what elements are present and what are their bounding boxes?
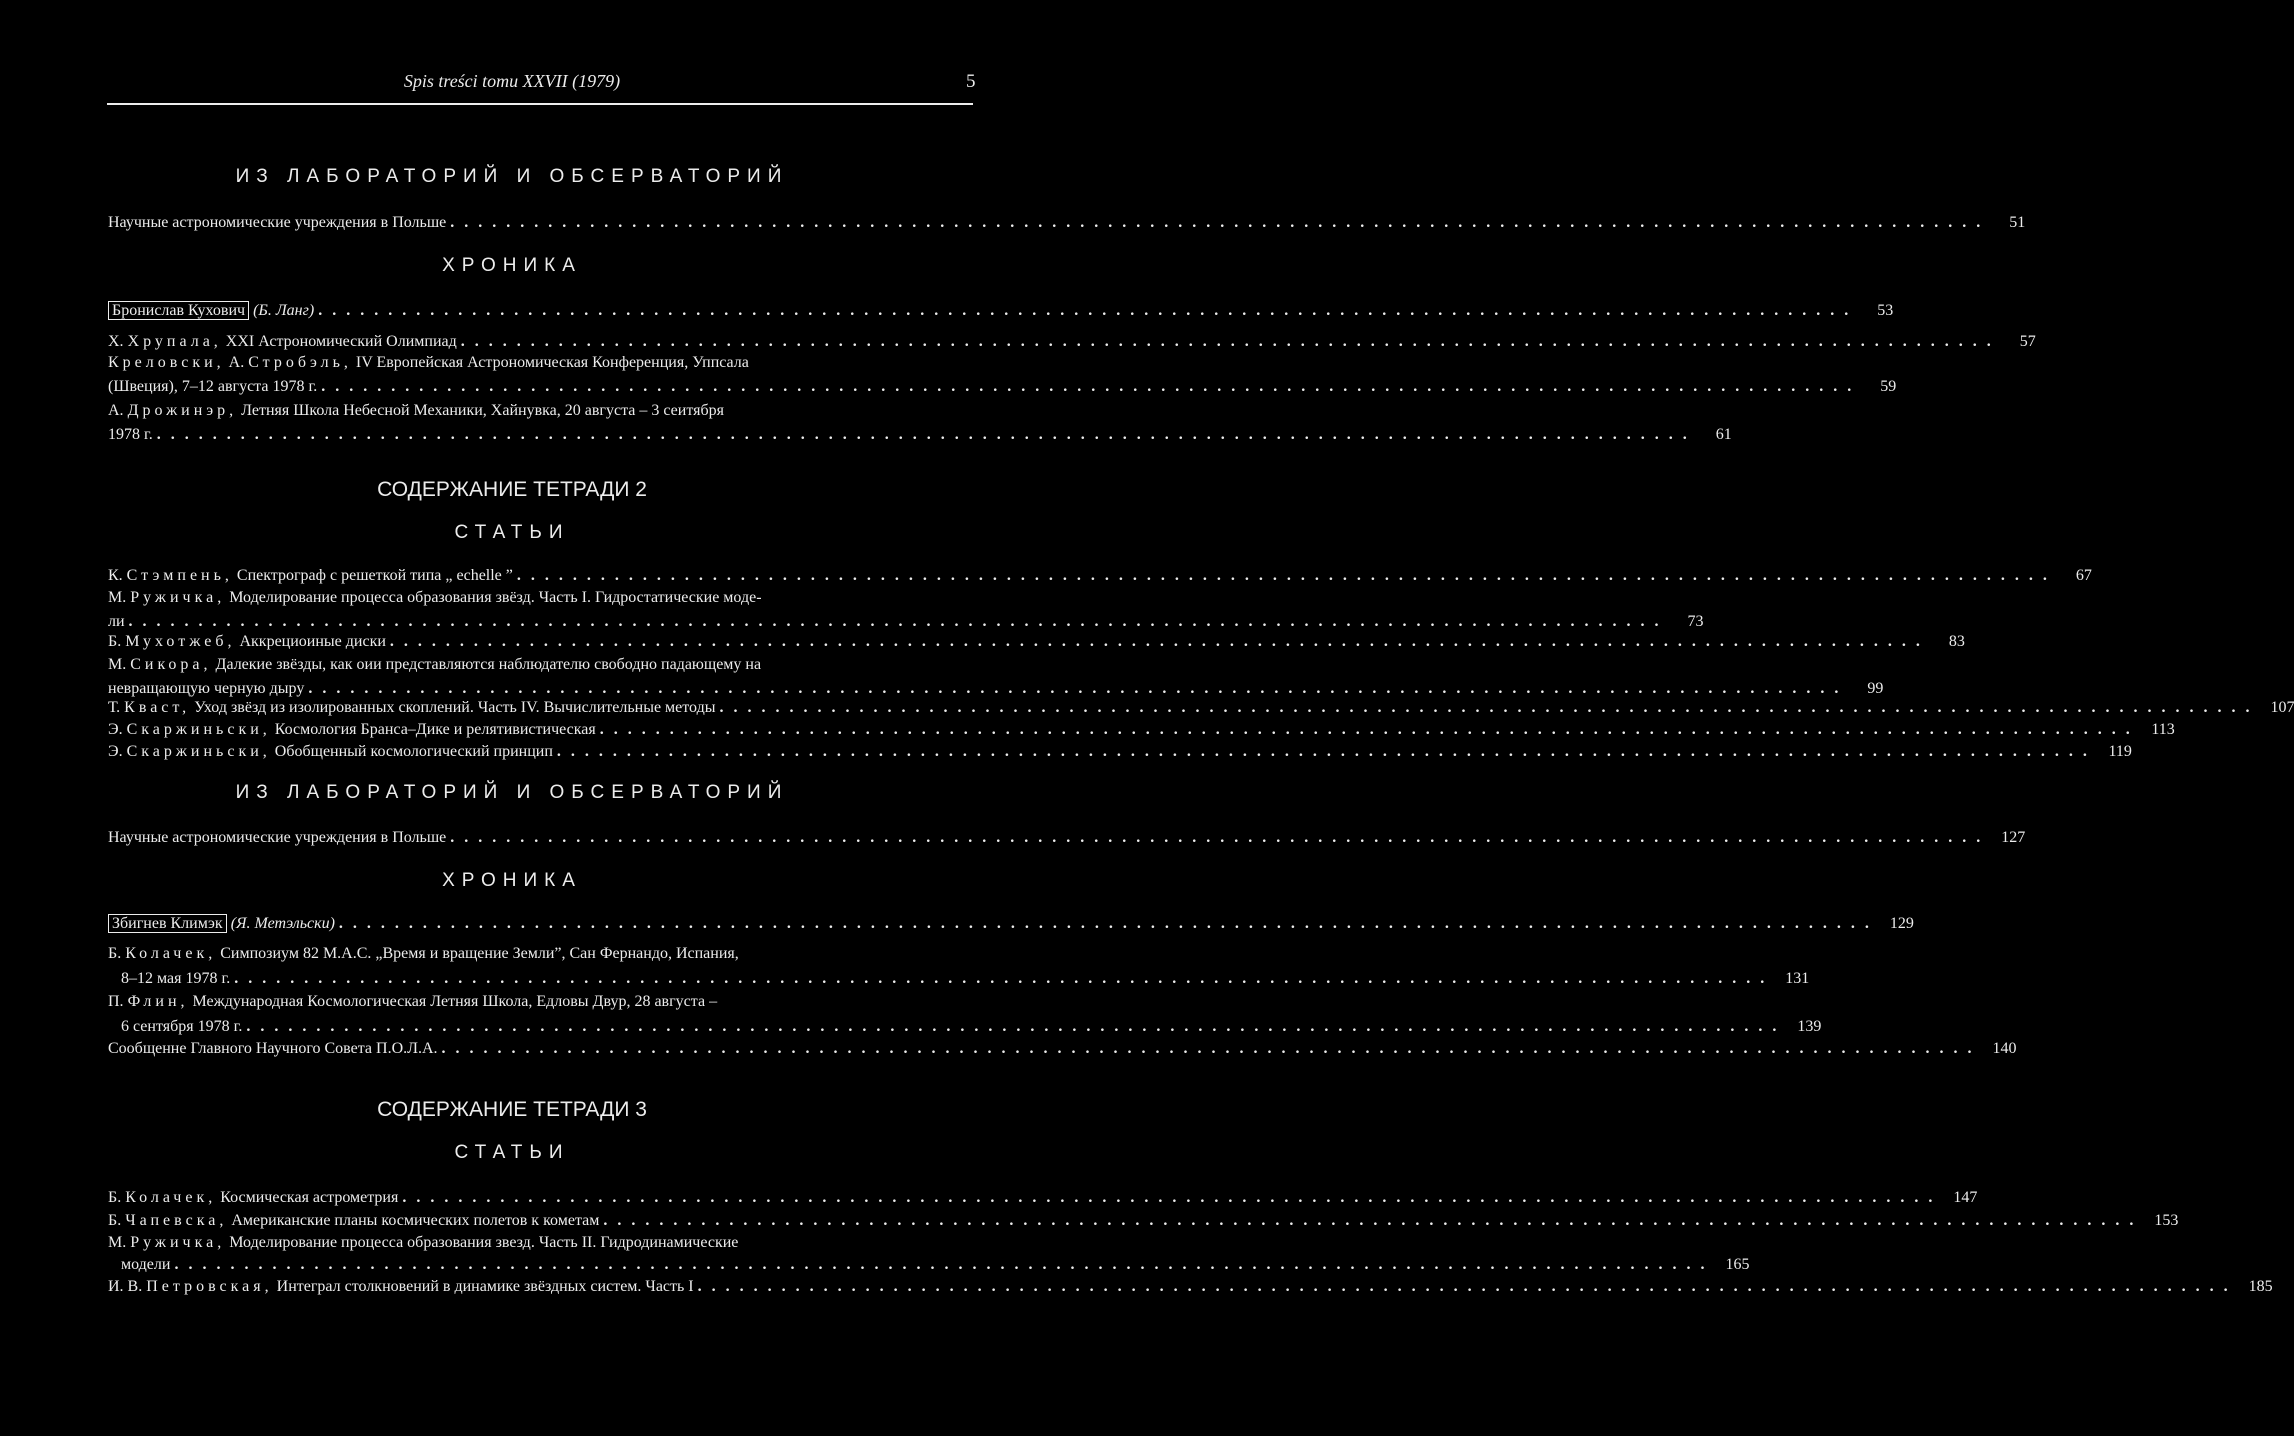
toc-entry: М. Ружичка, Моделирование процесса образования звёзд. Часть I. Гидростатические моде- ли . . . . . . . . . . . . . . . . . . . . . . . . . . . . . . . . . . . . . . . . . . . . . . . . . . . . . . . . . . . . . . . . . . . . . . . . . . . . . . . . . . . . . . . . . . . . . . . . . . . . . . . . . . . . . . 73 bbox=[108, 589, 1704, 630]
section-heading-labs-1: ИЗ ЛАБОРАТОРИЙ И ОБСЕРВАТОРИЙ bbox=[235, 166, 789, 187]
section-heading-chronicle-1: ХРОНИКА bbox=[442, 255, 582, 276]
page-ref: 99 bbox=[1867, 680, 1884, 697]
toc-entry: Х. Хрупала, XXI Астрономический Олимпиад . . . . . . . . . . . . . . . . . . . . . . . . . . . . . . . . . . . . . . . . . . . . . . . . . . . . . . . . . . . . . . . . . . . . . . . . . . . . . . . . . . . . . . . . . . . . . . . . . . . . . . . . . . . . . . 57 bbox=[108, 333, 2036, 350]
toc-entry: М. Ружичка, Моделирование процесса образования звезд. Часть II. Гидродинамические модели . . . . . . . . . . . . . . . . . . . . . . . . . . . . . . . . . . . . . . . . . . . . . . . . . . . . . . . . . . . . . . . . . . . . . . . . . . . . . . . . . . . . . . . . . . . . . . . . . . . . . . . . . . . . . . 165 bbox=[108, 1234, 1750, 1273]
toc-entry: Б. Колачек, Симпозиум 82 М.А.С. „Время и вращение Земли”, Сан Фернандо, Испания, 8–12 мая 1978 г. . . . . . . . . . . . . . . . . . . . . . . . . . . . . . . . . . . . . . . . . . . . . . . . . . . . . . . . . . . . . . . . . . . . . . . . . . . . . . . . . . . . . . . . . . . . . . . . . . . . . . . . . . . . . . . 131 bbox=[108, 945, 1810, 987]
page-ref: 51 bbox=[2009, 214, 2026, 231]
articles-heading-2: СТАТЬИ bbox=[454, 522, 570, 543]
author-name: Дрожинэр, bbox=[127, 402, 238, 419]
obituary-name-box: Бронислав Кухович bbox=[108, 301, 249, 320]
author-name: Скаржиньски, bbox=[126, 721, 271, 738]
page-ref: 67 bbox=[2075, 567, 2092, 584]
author-name: Чапевска, bbox=[125, 1212, 228, 1229]
author-name: Стробэль, bbox=[248, 354, 352, 371]
toc-entry: К. Стэмпень, Спектрограф с решеткой типа „ echelle ” . . . . . . . . . . . . . . . . . . . . . . . . . . . . . . . . . . . . . . . . . . . . . . . . . . . . . . . . . . . . . . . . . . . . . . . . . . . . . . . . . . . . . . . . . . . . . . . . . . . . . . . . . . . . . . 67 bbox=[108, 567, 2092, 584]
dot-leader: . . . . . . . . . . . . . . . . . . . . . . . . . . . . . . . . . . . . . . . . . . . . . . . . . . . . . . . . . . . . . . . . . . . . . . . . . . . . . . . . . . . . . . . . . . . . . . . . . . . . . . . . . . . . . . bbox=[599, 721, 2133, 738]
page-ref: 165 bbox=[1725, 1256, 1750, 1273]
toc-entry: Э. Скаржиньски, Обобщенный космологический принцип . . . . . . . . . . . . . . . . . . . . . . . . . . . . . . . . . . . . . . . . . . . . . . . . . . . . . . . . . . . . . . . . . . . . . . . . . . . . . . . . . . . . . . . . . . . . . . . . . . . . . . . . . . . . . . 119 bbox=[108, 743, 2132, 760]
toc-entry: И. В. Петровская, Интеграл столкновений в динамике звёздных систем. Часть I . . . . . . . . . . . . . . . . . . . . . . . . . . . . . . . . . . . . . . . . . . . . . . . . . . . . . . . . . . . . . . . . . . . . . . . . . . . . . . . . . . . . . . . . . . . . . . . . . . . . . . . . . . . . . . 185 bbox=[108, 1278, 2273, 1295]
author-name: Колачек, bbox=[125, 945, 217, 962]
page-number: 5 bbox=[966, 71, 976, 92]
page-ref: 59 bbox=[1880, 378, 1897, 395]
dot-leader: . . . . . . . . . . . . . . . . . . . . . . . . . . . . . . . . . . . . . . . . . . . . . . . . . . . . . . . . . . . . . . . . . . . . . . . . . . . . . . . . . . . . . . . . . . . . . . . . . . . . . . . . . . . . . . bbox=[156, 426, 1690, 443]
author-name: Скаржиньски, bbox=[126, 743, 271, 760]
dot-leader: . . . . . . . . . . . . . . . . . . . . . . . . . . . . . . . . . . . . . . . . . . . . . . . . . . . . . . . . . . . . . . . . . . . . . . . . . . . . . . . . . . . . . . . . . . . . . . . . . . . . . . . . . . . . . . bbox=[450, 829, 1984, 846]
page-ref: 131 bbox=[1785, 970, 1810, 987]
issue-heading-2: СОДЕРЖАНИЕ ТЕТРАДИ 2 bbox=[377, 478, 647, 501]
dot-leader: . . . . . . . . . . . . . . . . . . . . . . . . . . . . . . . . . . . . . . . . . . . . . . . . . . . . . . . . . . . . . . . . . . . . . . . . . . . . . . . . . . . . . . . . . . . . . . . . . . . . . . . . . . . . . . bbox=[719, 699, 2253, 716]
dot-leader: . . . . . . . . . . . . . . . . . . . . . . . . . . . . . . . . . . . . . . . . . . . . . . . . . . . . . . . . . . . . . . . . . . . . . . . . . . . . . . . . . . . . . . . . . . . . . . . . . . . . . . . . . . . . . . bbox=[318, 302, 1852, 319]
dot-leader: . . . . . . . . . . . . . . . . . . . . . . . . . . . . . . . . . . . . . . . . . . . . . . . . . . . . . . . . . . . . . . . . . . . . . . . . . . . . . . . . . . . . . . . . . . . . . . . . . . . . . . . . . . . . . . bbox=[338, 915, 1872, 932]
toc-entry: Б. Мухотжеб, Аккрециоиные диски . . . . . . . . . . . . . . . . . . . . . . . . . . . . . . . . . . . . . . . . . . . . . . . . . . . . . . . . . . . . . . . . . . . . . . . . . . . . . . . . . . . . . . . . . . . . . . . . . . . . . . . . . . . . . . 83 bbox=[108, 633, 1965, 650]
author-name: Сикора, bbox=[130, 656, 212, 673]
dot-leader: . . . . . . . . . . . . . . . . . . . . . . . . . . . . . . . . . . . . . . . . . . . . . . . . . . . . . . . . . . . . . . . . . . . . . . . . . . . . . . . . . . . . . . . . . . . . . . . . . . . . . . . . . . . . . . bbox=[603, 1212, 2137, 1229]
author-name: Мухотжеб, bbox=[125, 633, 236, 650]
author-name: Флин, bbox=[127, 993, 189, 1010]
dot-leader: . . . . . . . . . . . . . . . . . . . . . . . . . . . . . . . . . . . . . . . . . . . . . . . . . . . . . . . . . . . . . . . . . . . . . . . . . . . . . . . . . . . . . . . . . . . . . . . . . . . . . . . . . . . . . . bbox=[389, 633, 1923, 650]
toc-entry: П. Флин, Международная Космологическая Летняя Школа, Едловы Двур, 28 августа – 6 сентября 1978 г. . . . . . . . . . . . . . . . . . . . . . . . . . . . . . . . . . . . . . . . . . . . . . . . . . . . . . . . . . . . . . . . . . . . . . . . . . . . . . . . . . . . . . . . . . . . . . . . . . . . . . . . . . . . . . . 139 bbox=[108, 993, 1822, 1035]
author-name: Петровская, bbox=[146, 1278, 273, 1295]
articles-heading-3: СТАТЬИ bbox=[454, 1142, 570, 1163]
dot-leader: . . . . . . . . . . . . . . . . . . . . . . . . . . . . . . . . . . . . . . . . . . . . . . . . . . . . . . . . . . . . . . . . . . . . . . . . . . . . . . . . . . . . . . . . . . . . . . . . . . . . . . . . . . . . . . bbox=[516, 567, 2050, 584]
toc-entry: Т. Кваст, Уход звёзд из изолированных скоплений. Часть IV. Вычислительные методы . . . . . . . . . . . . . . . . . . . . . . . . . . . . . . . . . . . . . . . . . . . . . . . . . . . . . . . . . . . . . . . . . . . . . . . . . . . . . . . . . . . . . . . . . . . . . . . . . . . . . . . . . . . . . . 107 bbox=[108, 699, 2294, 716]
page-ref: 147 bbox=[1953, 1189, 1978, 1206]
page-ref: 83 bbox=[1948, 633, 1965, 650]
author-name: Креловски, bbox=[108, 354, 225, 371]
author-name: Хрупала, bbox=[127, 333, 222, 350]
dot-leader: . . . . . . . . . . . . . . . . . . . . . . . . . . . . . . . . . . . . . . . . . . . . . . . . . . . . . . . . . . . . . . . . . . . . . . . . . . . . . . . . . . . . . . . . . . . . . . . . . . . . . . . . . . . . . . bbox=[460, 333, 1994, 350]
toc-entry: Б. Колачек, Космическая астрометрия . . . . . . . . . . . . . . . . . . . . . . . . . . . . . . . . . . . . . . . . . . . . . . . . . . . . . . . . . . . . . . . . . . . . . . . . . . . . . . . . . . . . . . . . . . . . . . . . . . . . . . . . . . . . . . 147 bbox=[108, 1189, 1978, 1206]
section-heading-chronicle-2: ХРОНИКА bbox=[442, 870, 582, 891]
page-ref: 61 bbox=[1715, 426, 1732, 443]
page-ref: 153 bbox=[2154, 1212, 2179, 1229]
toc-entry: Э. Скаржиньски, Космология Бранса–Дике и релятивистическая . . . . . . . . . . . . . . . . . . . . . . . . . . . . . . . . . . . . . . . . . . . . . . . . . . . . . . . . . . . . . . . . . . . . . . . . . . . . . . . . . . . . . . . . . . . . . . . . . . . . . . . . . . . . . . 113 bbox=[108, 721, 2175, 738]
dot-leader: . . . . . . . . . . . . . . . . . . . . . . . . . . . . . . . . . . . . . . . . . . . . . . . . . . . . . . . . . . . . . . . . . . . . . . . . . . . . . . . . . . . . . . . . . . . . . . . . . . . . . . . . . . . . . . bbox=[441, 1040, 1975, 1057]
page-ref: 107 bbox=[2270, 699, 2294, 716]
running-title: Spis treści tomu XXVII (1979) bbox=[403, 71, 621, 91]
page-ref: 119 bbox=[2108, 743, 2132, 760]
author-name: Ружичка, bbox=[130, 1234, 226, 1251]
toc-entry: Збигнев Климэк (Я. Метэльски) . . . . . . . . . . . . . . . . . . . . . . . . . . . . . . . . . . . . . . . . . . . . . . . . . . . . . . . . . . . . . . . . . . . . . . . . . . . . . . . . . . . . . . . . . . . . . . . . . . . . . . . . . . . . . . 129 bbox=[108, 913, 948, 934]
toc-entry: А. Дрожинэр, Летняя Школа Небесной Механики, Хайнувка, 20 августа – 3 сеитября 1978 г. . . . . . . . . . . . . . . . . . . . . . . . . . . . . . . . . . . . . . . . . . . . . . . . . . . . . . . . . . . . . . . . . . . . . . . . . . . . . . . . . . . . . . . . . . . . . . . . . . . . . . . . . . . . . . . 61 bbox=[108, 402, 1732, 443]
toc-entry: Научные астрономические учреждения в Польше . . . . . . . . . . . . . . . . . . . . . . . . . . . . . . . . . . . . . . . . . . . . . . . . . . . . . . . . . . . . . . . . . . . . . . . . . . . . . . . . . . . . . . . . . . . . . . . . . . . . . . . . . . . . . . 51 bbox=[108, 214, 2026, 231]
page-ref: 185 bbox=[2248, 1278, 2273, 1295]
toc-entry: М. Сикора, Далекие звёзды, как оии представляются наблюдателю свободно падающему на невращающую черную дыру . . . . . . . . . . . . . . . . . . . . . . . . . . . . . . . . . . . . . . . . . . . . . . . . . . . . . . . . . . . . . . . . . . . . . . . . . . . . . . . . . . . . . . . . . . . . . . . . . . . . . . . . . . . . . . 99 bbox=[108, 656, 1884, 697]
page-ref: 73 bbox=[1687, 613, 1704, 630]
section-heading-labs-2: ИЗ ЛАБОРАТОРИЙ И ОБСЕРВАТОРИЙ bbox=[235, 782, 789, 803]
toc-entry: Креловски, А. Стробэль, IV Европейская Астрономическая Конференция, Уппсала (Швеция), 7–12 августа 1978 г. . . . . . . . . . . . . . . . . . . . . . . . . . . . . . . . . . . . . . . . . . . . . . . . . . . . . . . . . . . . . . . . . . . . . . . . . . . . . . . . . . . . . . . . . . . . . . . . . . . . . . . . . . . . . . . 59 bbox=[108, 354, 1897, 395]
dot-leader: . . . . . . . . . . . . . . . . . . . . . . . . . . . . . . . . . . . . . . . . . . . . . . . . . . . . . . . . . . . . . . . . . . . . . . . . . . . . . . . . . . . . . . . . . . . . . . . . . . . . . . . . . . . . . . bbox=[697, 1278, 2231, 1295]
toc-entry: Б. Чапевска, Американские планы космических полетов к кометам . . . . . . . . . . . . . . . . . . . . . . . . . . . . . . . . . . . . . . . . . . . . . . . . . . . . . . . . . . . . . . . . . . . . . . . . . . . . . . . . . . . . . . . . . . . . . . . . . . . . . . . . . . . . . . 153 bbox=[108, 1212, 2179, 1229]
issue-heading-3: СОДЕРЖАНИЕ ТЕТРАДИ 3 bbox=[377, 1098, 647, 1121]
dot-leader: . . . . . . . . . . . . . . . . . . . . . . . . . . . . . . . . . . . . . . . . . . . . . . . . . . . . . . . . . . . . . . . . . . . . . . . . . . . . . . . . . . . . . . . . . . . . . . . . . . . . . . . . . . . . . . bbox=[174, 1256, 1708, 1273]
page-ref: 113 bbox=[2151, 721, 2175, 738]
dot-leader: . . . . . . . . . . . . . . . . . . . . . . . . . . . . . . . . . . . . . . . . . . . . . . . . . . . . . . . . . . . . . . . . . . . . . . . . . . . . . . . . . . . . . . . . . . . . . . . . . . . . . . . . . . . . . . bbox=[308, 680, 1842, 697]
dot-leader: . . . . . . . . . . . . . . . . . . . . . . . . . . . . . . . . . . . . . . . . . . . . . . . . . . . . . . . . . . . . . . . . . . . . . . . . . . . . . . . . . . . . . . . . . . . . . . . . . . . . . . . . . . . . . . bbox=[402, 1189, 1936, 1206]
page-ref: 139 bbox=[1797, 1018, 1822, 1035]
dot-leader: . . . . . . . . . . . . . . . . . . . . . . . . . . . . . . . . . . . . . . . . . . . . . . . . . . . . . . . . . . . . . . . . . . . . . . . . . . . . . . . . . . . . . . . . . . . . . . . . . . . . . . . . . . . . . . bbox=[246, 1018, 1780, 1035]
author-name: Стэмпень, bbox=[126, 567, 233, 584]
author-name: Кваст, bbox=[124, 699, 191, 716]
toc-entry: Сообщенне Главного Научного Совета П.О.Л.А. . . . . . . . . . . . . . . . . . . . . . . . . . . . . . . . . . . . . . . . . . . . . . . . . . . . . . . . . . . . . . . . . . . . . . . . . . . . . . . . . . . . . . . . . . . . . . . . . . . . . . . . . . . . . . . 140 bbox=[108, 1040, 2017, 1057]
toc-entry: Бронислав Кухович (Б. Ланг) . . . . . . . . . . . . . . . . . . . . . . . . . . . . . . . . . . . . . . . . . . . . . . . . . . . . . . . . . . . . . . . . . . . . . . . . . . . . . . . . . . . . . . . . . . . . . . . . . . . . . . . . . . . . . . 53 bbox=[108, 300, 948, 321]
dot-leader: . . . . . . . . . . . . . . . . . . . . . . . . . . . . . . . . . . . . . . . . . . . . . . . . . . . . . . . . . . . . . . . . . . . . . . . . . . . . . . . . . . . . . . . . . . . . . . . . . . . . . . . . . . . . . . bbox=[450, 214, 1984, 231]
author-name: Колачек, bbox=[125, 1189, 217, 1206]
toc-entry: Научные астрономические учреждения в Польше . . . . . . . . . . . . . . . . . . . . . . . . . . . . . . . . . . . . . . . . . . . . . . . . . . . . . . . . . . . . . . . . . . . . . . . . . . . . . . . . . . . . . . . . . . . . . . . . . . . . . . . . . . . . . . 127 bbox=[108, 829, 2026, 846]
obituary-name-box: Збигнев Климэк bbox=[108, 914, 227, 933]
page-ref: 57 bbox=[2019, 333, 2036, 350]
page-ref: 127 bbox=[2001, 829, 2026, 846]
page-ref: 129 bbox=[1889, 915, 1914, 932]
page-ref: 53 bbox=[1877, 302, 1894, 319]
dot-leader: . . . . . . . . . . . . . . . . . . . . . . . . . . . . . . . . . . . . . . . . . . . . . . . . . . . . . . . . . . . . . . . . . . . . . . . . . . . . . . . . . . . . . . . . . . . . . . . . . . . . . . . . . . . . . . bbox=[128, 613, 1662, 630]
dot-leader: . . . . . . . . . . . . . . . . . . . . . . . . . . . . . . . . . . . . . . . . . . . . . . . . . . . . . . . . . . . . . . . . . . . . . . . . . . . . . . . . . . . . . . . . . . . . . . . . . . . . . . . . . . . . . . bbox=[556, 743, 2090, 760]
dot-leader: . . . . . . . . . . . . . . . . . . . . . . . . . . . . . . . . . . . . . . . . . . . . . . . . . . . . . . . . . . . . . . . . . . . . . . . . . . . . . . . . . . . . . . . . . . . . . . . . . . . . . . . . . . . . . . bbox=[234, 970, 1768, 987]
header-rule bbox=[107, 103, 973, 105]
author-name: Ружичка, bbox=[130, 589, 226, 606]
dot-leader: . . . . . . . . . . . . . . . . . . . . . . . . . . . . . . . . . . . . . . . . . . . . . . . . . . . . . . . . . . . . . . . . . . . . . . . . . . . . . . . . . . . . . . . . . . . . . . . . . . . . . . . . . . . . . . bbox=[321, 378, 1855, 395]
page-ref: 140 bbox=[1992, 1040, 2017, 1057]
